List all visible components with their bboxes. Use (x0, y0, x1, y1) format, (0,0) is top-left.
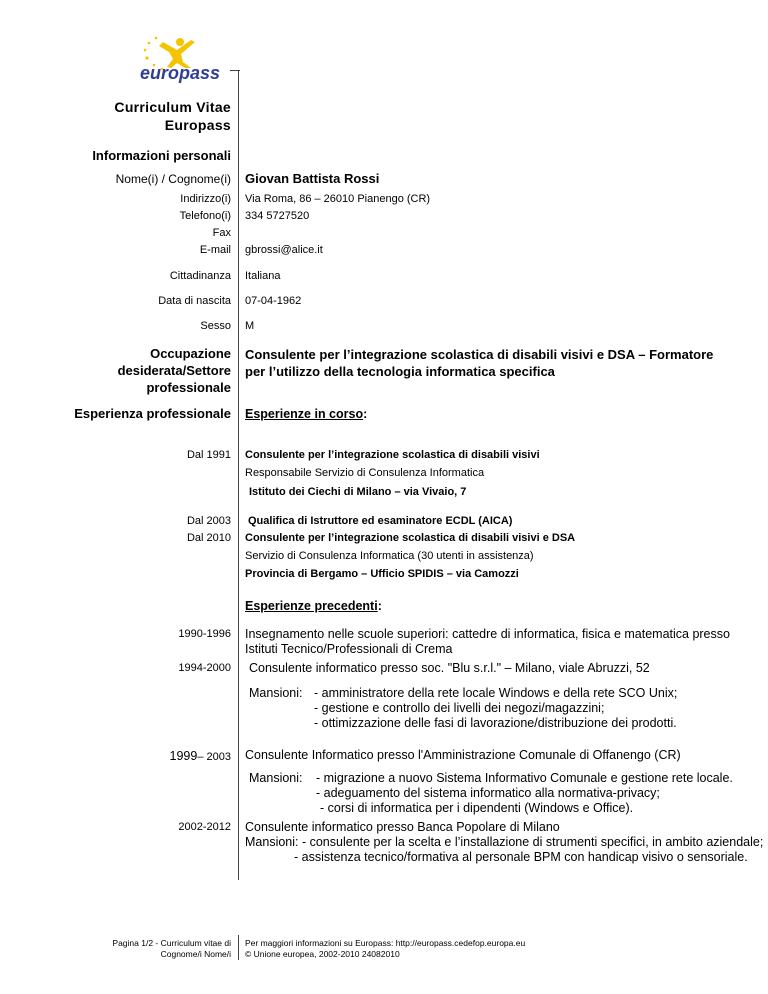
exp-current-title: Qualifica di Istruttore ed esaminatore ECDL (AICA) (248, 515, 513, 527)
exp-current-line: Servizio di Consulenza Informatica (30 utenti in assistenza) (245, 550, 534, 562)
citizenship-label: Cittadinanza (169, 270, 231, 282)
occupation-label-line1: Occupazione (150, 346, 231, 361)
cv-title-line2: Europass (164, 117, 231, 133)
address-label: Indirizzo(i) (180, 193, 231, 205)
exp-current-title: Consulente per l’integrazione scolastica di disabili visivi (245, 449, 540, 461)
footer-page-info: Pagina 1/2 - Curriculum vitae di (112, 938, 231, 948)
occupation-label-line3: professionale (146, 380, 231, 395)
occupation-value-line2: per l’utilizzo della tecnologia informatica specifica (245, 364, 555, 379)
birthdate-label: Data di nascita (158, 295, 231, 307)
logo-rule (238, 70, 239, 150)
task-item: - amministratore della rete locale Windows e della rete SCO Unix; (314, 686, 678, 700)
footer-right (245, 938, 525, 960)
email-value: gbrossi@alice.it (245, 244, 323, 256)
footer-europass-info: Per maggiori informazioni su Europass: http://europass.cedefop.europa.eu (245, 938, 526, 948)
section-personal-info: Informazioni personali (92, 148, 231, 163)
exp-current-line: Istituto dei Ciechi di Milano – via Vivaio, 7 (249, 486, 467, 498)
exp-past-line: Istituti Tecnico/Professionali di Crema (245, 642, 453, 656)
task-item: - adeguamento del sistema informatico alla normativa-privacy; (316, 786, 660, 800)
address-value: Via Roma, 86 – 26010 Pianengo (CR) (245, 193, 431, 205)
exp-past-date (170, 749, 231, 763)
task-item: - corsi di informatica per i dipendenti (Windows e Office). (320, 801, 634, 815)
occupation-value (245, 346, 713, 380)
main-column-rule (238, 150, 239, 880)
exp-past-date-start: 1999 (169, 749, 198, 763)
mansioni-label: Mansioni: (249, 771, 303, 785)
phone-label: Telefono(i) (179, 210, 231, 222)
exp-past-line: Consulente informatico presso Banca Popolare di Milano (245, 820, 560, 834)
mansioni-label: Mansioni: (249, 686, 303, 700)
current-experience-heading: Esperienze in corso: (245, 407, 368, 421)
exp-current-date: Dal 1991 (186, 449, 231, 461)
phone-value: 334 5727520 (245, 210, 310, 222)
task-item: - gestione e controllo dei livelli dei negozi/magazzini; (314, 701, 605, 715)
occupation-label-line2: desiderata/Settore (117, 363, 231, 378)
footer-left (112, 938, 231, 960)
exp-current-date: Dal 2003 (186, 515, 231, 527)
email-label: E-mail (199, 244, 231, 256)
occupation-value-line1: Consulente per l’integrazione scolastica di disabili visivi e DSA – Formatore (245, 347, 714, 362)
exp-current-line: Responsabile Servizio di Consulenza Informatica (245, 467, 485, 479)
footer-rule (238, 935, 239, 960)
exp-past-line: Consulente Informatico presso l'Amministrazione Comunale di Offanengo (CR) (245, 748, 681, 762)
fax-label: Fax (212, 227, 231, 239)
exp-current-date: Dal 2010 (186, 532, 231, 544)
exp-past-line: - assistenza tecnico/formativa al personale BPM con handicap visivo o sensoriale. (294, 850, 748, 864)
sex-label: Sesso (200, 320, 231, 332)
footer-name-info: Cognome/i Nome/i (160, 949, 231, 959)
exp-past-date: 2002-2012 (178, 821, 231, 833)
exp-past-date: 1994-2000 (178, 662, 231, 674)
exp-current-title: Consulente per l’integrazione scolastica di disabili visivi e DSA (245, 532, 576, 544)
europass-logo-text: europass (140, 63, 221, 83)
name-label: Nome(i) / Cognome(i) (115, 172, 231, 186)
exp-past-line: Mansioni: - consulente per la scelta e l’installazione di strumenti specifici, in ambito aziendale; (245, 835, 764, 849)
birthdate-value: 07-04-1962 (245, 295, 302, 307)
footer-copyright: © Unione europea, 2002-2010 24082010 (245, 949, 400, 959)
name-value: Giovan Battista Rossi (245, 171, 380, 186)
europass-logo (125, 32, 240, 87)
cv-title-line1: Curriculum Vitae (114, 99, 231, 115)
past-experience-heading: Esperienze precedenti: (245, 599, 382, 613)
exp-past-date-end: – 2003 (197, 751, 231, 763)
citizenship-value: Italiana (245, 270, 281, 282)
task-item: - migrazione a nuovo Sistema Informativo Comunale e gestione rete locale. (316, 771, 733, 785)
cv-title (114, 98, 231, 134)
exp-past-date: 1990-1996 (178, 628, 231, 640)
exp-current-line: Provincia di Bergamo – Ufficio SPIDIS – via Camozzi (245, 568, 519, 580)
section-experience: Esperienza professionale (74, 406, 231, 421)
occupation-label (118, 345, 231, 396)
exp-past-line: Insegnamento nelle scuole superiori: cattedre di informatica, fisica e matematica presso (245, 627, 730, 641)
sex-value: M (245, 320, 255, 332)
task-item: - ottimizzazione delle fasi di lavorazione/distribuzione dei prodotti. (314, 716, 677, 730)
exp-past-line: Consulente informatico presso soc. "Blu s.r.l." – Milano, viale Abruzzi, 52 (249, 661, 650, 675)
